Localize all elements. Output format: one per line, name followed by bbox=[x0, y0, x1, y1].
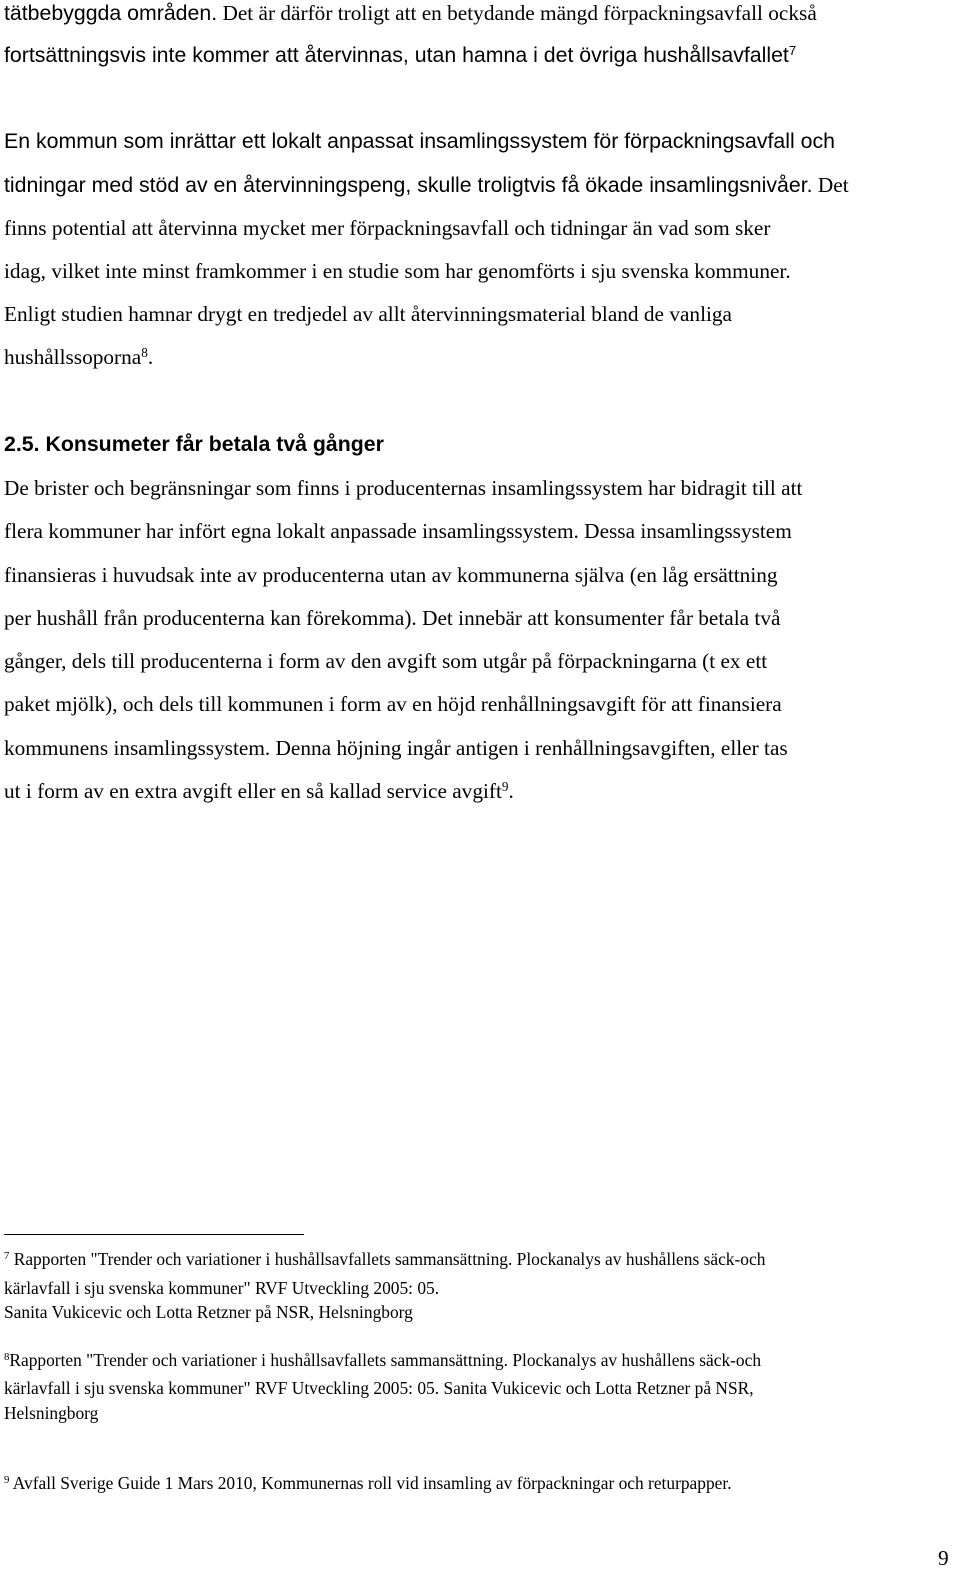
footnote-ref-9[interactable]: 9 bbox=[501, 778, 509, 794]
body-text: ut i form av en extra avgift eller en så kallad service avgift bbox=[4, 779, 502, 803]
page-number: 9 bbox=[938, 1546, 949, 1570]
body-text: . bbox=[147, 345, 154, 369]
footnote-ref-8[interactable]: 8 bbox=[141, 344, 148, 360]
footnote-8 bbox=[4, 1349, 761, 1374]
body-line: flera kommuner har infört egna lokalt anpassade insamlingssystem. Dessa insamlingssystem bbox=[4, 519, 792, 543]
footnote-line: Sanita Vukicevic och Lotta Retzner på NSR, Helsningborg bbox=[4, 1302, 413, 1322]
body-line: kommunens insamlingssystem. Denna höjning ingår antigen i renhållningsavgiften, eller tas bbox=[4, 736, 788, 760]
body-line: finns potential att återvinna mycket mer förpackningsavfall och tidningar än vad som sker bbox=[4, 216, 771, 240]
body-text: Det är därför troligt att en betydande mängd förpackningsavfall också bbox=[217, 1, 817, 25]
footnote-line: Helsningborg bbox=[4, 1403, 99, 1423]
footnote-number: 8 bbox=[4, 1351, 10, 1364]
body-line bbox=[4, 0, 817, 26]
body-line: Enligt studien hamnar drygt en tredjedel av allt återvinningsmaterial bland de vanliga bbox=[4, 302, 733, 326]
footnote-separator bbox=[4, 1234, 304, 1235]
body-line: paket mjölk), och dels till kommunen i form av en höjd renhållningsavgift för att finansiera bbox=[4, 692, 782, 716]
footnote-ref-7[interactable]: 7 bbox=[788, 42, 797, 58]
body-line bbox=[4, 778, 514, 807]
body-text-sans: tidningar med stöd av en återvinningspeng, skulle troligtvis få ökade insamlingsnivåer. bbox=[4, 173, 813, 197]
body-line: per hushåll från producenterna kan förekomma). Det innebär att konsumenter får betala två bbox=[4, 606, 781, 630]
footnote-text: Rapporten "Trender och variationer i hushållsavfallets sammansättning. Plockanalys av hushållens säck-och bbox=[9, 1350, 762, 1370]
footnote-number: 9 bbox=[4, 1474, 10, 1487]
footnote-7 bbox=[4, 1248, 765, 1273]
body-line bbox=[4, 42, 796, 71]
body-text: En kommun som inrättar ett lokalt anpassat insamlingssystem för förpackningsavfall och bbox=[4, 129, 835, 153]
footnote-9 bbox=[4, 1472, 732, 1497]
body-text: hushållssoporna bbox=[4, 345, 142, 369]
body-line bbox=[4, 172, 849, 198]
footnote-text: Rapporten "Trender och variationer i hushållsavfallets sammansättning. Plockanalys av hushållens säck-och bbox=[9, 1249, 766, 1269]
body-line: gånger, dels till producenterna i form av den avgift som utgår på förpackningarna (t ex ett bbox=[4, 649, 768, 673]
body-line bbox=[4, 128, 835, 154]
body-text: . bbox=[508, 779, 514, 803]
body-line: idag, vilket inte minst framkommer i en studie som har genomförts i sju svenska kommuner. bbox=[4, 259, 791, 283]
section-heading: 2.5. Konsumeter får betala två gånger bbox=[4, 432, 384, 456]
body-line: De brister och begränsningar som finns i producenternas insamlingssystem har bidragit till att bbox=[4, 476, 803, 500]
body-line bbox=[4, 344, 153, 373]
footnote-line: kärlavfall i sju svenska kommuner" RVF Utveckling 2005: 05. bbox=[4, 1278, 440, 1298]
body-text: Det bbox=[812, 173, 849, 197]
footnote-line: kärlavfall i sju svenska kommuner" RVF Utveckling 2005: 05. Sanita Vukicevic och Lotta Retzner på NSR, bbox=[4, 1378, 754, 1398]
body-text-sans: tätbebyggda områden. bbox=[4, 1, 218, 25]
body-text: fortsättningsvis inte kommer att återvinnas, utan hamna i det övriga hushållsavfallet bbox=[4, 43, 789, 67]
footnote-number: 7 bbox=[4, 1250, 10, 1263]
body-line: finansieras i huvudsak inte av producenterna utan av kommunerna själva (en låg ersättning bbox=[4, 563, 778, 587]
footnote-text: Avfall Sverige Guide 1 Mars 2010, Kommunernas roll vid insamling av förpackningar och returpapper. bbox=[9, 1473, 732, 1493]
